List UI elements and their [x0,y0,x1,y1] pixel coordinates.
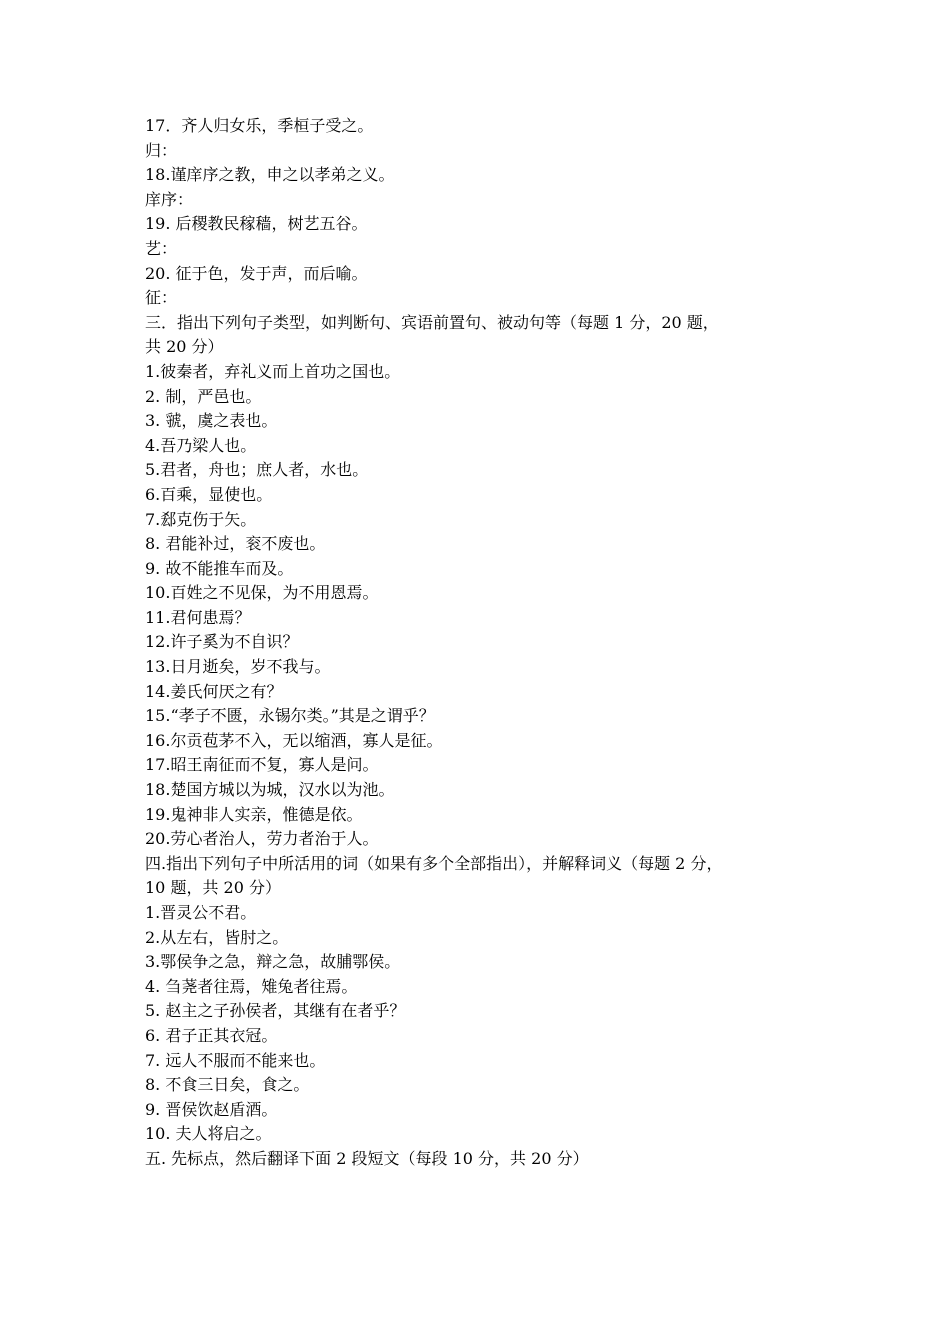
document-page [145,114,815,1172]
text-line: 8. 君能补过，衮不废也。 [145,534,326,554]
text-line: 7. 远人不服而不能来也。 [145,1050,326,1070]
text-line: 19.鬼神非人实亲，惟德是依。 [145,804,363,824]
text-line: 5.君者，舟也；庶人者，水也。 [145,460,369,480]
text-line: 2. 制，严邑也。 [145,386,262,406]
text-line: 9. 晋侯饮赵盾酒。 [145,1099,278,1119]
text-line: 20. 征于色，发于声，而后喻。 [145,263,368,283]
text-line: 13.日月逝矣，岁不我与。 [145,657,331,677]
text-line: 10.百姓之不见保，为不用恩焉。 [145,583,379,603]
text-line: 4.吾乃梁人也。 [145,435,257,455]
text-line: 18.楚国方城以为城，汉水以为池。 [145,780,395,800]
text-line: 14.姜氏何厌之有？ [145,681,283,701]
text-line: 18.谨庠序之教，申之以孝弟之义。 [145,165,395,185]
section-heading: 五. 先标点，然后翻译下面 2 段短文（每段 10 分，共 20 分） [145,1148,589,1168]
text-line: 19. 后稷教民稼穑，树艺五谷。 [145,214,368,234]
text-line: 庠序： [145,189,194,209]
text-line: 1.晋灵公不君。 [145,903,257,922]
text-line: 8. 不食三日矣，食之。 [145,1075,310,1095]
text-line: 6.百乘，显使也。 [145,484,273,504]
text-line: 4. 刍荛者往焉，雉兔者往焉。 [145,976,358,996]
text-line: 归： [145,140,178,160]
text-line: 5. 赵主之子孙侯者，其继有在者乎？ [145,1001,406,1021]
section-heading: 三．指出下列句子类型，如判断句、宾语前置句、被动句等（每题 1 分，20 题， [145,312,719,332]
section-heading-cont: 共 20 分） [145,337,224,357]
text-line: 16.尔贡苞茅不入，无以缩酒，寡人是征。 [145,730,443,750]
text-line: 10. 夫人将启之。 [145,1124,272,1144]
text-line: 艺： [145,238,178,258]
text-line: 征： [145,288,178,308]
text-line: 2.从左右，皆肘之。 [145,927,289,947]
text-line: 9. 故不能推车而及。 [145,558,294,578]
text-line: 17.昭王南征而不复，寡人是问。 [145,755,379,775]
text-line: 20.劳心者治人，劳力者治于人。 [145,829,379,849]
text-line: 3. 虢，虞之表也。 [145,411,278,431]
text-line: 6. 君子正其衣冠。 [145,1025,278,1045]
text-line: 7.郄克伤于矢。 [145,509,257,529]
section-heading: 四.指出下列句子中所活用的词（如果有多个全部指出），并解释词义（每题 2 分， [145,853,723,873]
text-line: 15.“孝子不匮，永锡尔类。”其是之谓乎？ [145,706,435,726]
text-line: 11.君何患焉？ [145,607,251,627]
text-line: 17．齐人归女乐，季桓子受之。 [145,116,374,135]
text-line: 3.鄂侯争之急，辩之急，故脯鄂侯。 [145,952,401,972]
section-heading-cont: 10 题，共 20 分） [145,878,281,898]
text-line: 12.许子奚为不自识？ [145,632,299,652]
text-line: 1.彼秦者，弃礼义而上首功之国也。 [145,361,401,381]
